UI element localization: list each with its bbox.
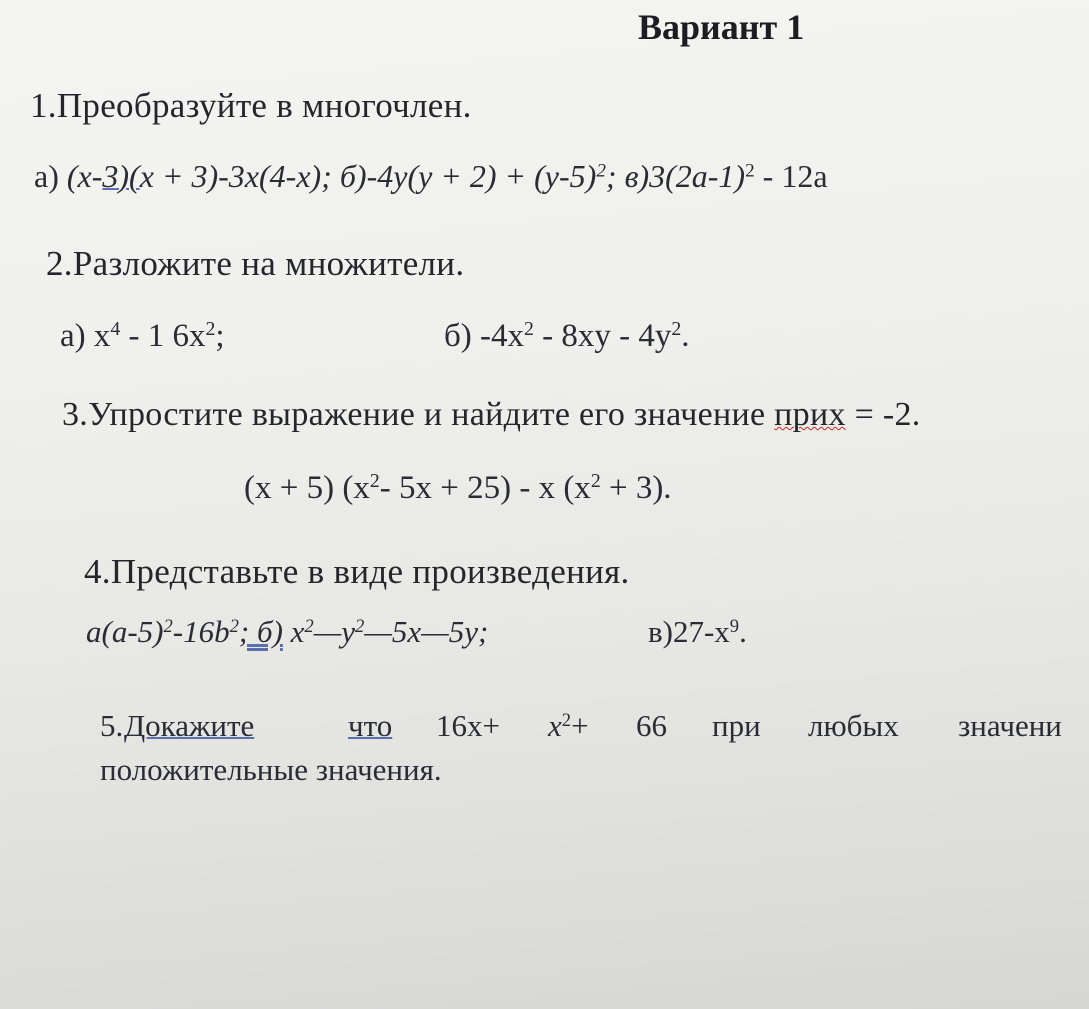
task-5-word-66: 66 bbox=[636, 708, 667, 743]
task-2-a: а) $x^4 - 1$ $6x^2$; bbox=[60, 318, 225, 354]
task-1-expressions: а) (x-3)(x + 3)-3x(4-x); $б)-4y(y + 2) + (y-5)^2$; $в)3(2a-1)^2 - 12a$ bbox=[34, 158, 828, 194]
task-1-heading: 1.Преобразуйте в многочлен. bbox=[30, 86, 472, 125]
task-5-word-x2: $x^2+$ bbox=[548, 708, 589, 743]
task-3-heading: 3.Упростите выражение и найдите его значение прих = -2. bbox=[62, 396, 921, 433]
task-5-word-lyubyh: любых bbox=[808, 708, 899, 743]
variant-title: Вариант 1 bbox=[638, 7, 805, 47]
task-5-word-pri: при bbox=[712, 708, 761, 743]
task-5-word-dokazhite: Докажите bbox=[124, 708, 255, 743]
task-5-word-chto: что bbox=[348, 708, 393, 743]
task-1-v-label: ; в)3(2a-1) bbox=[605, 158, 746, 194]
task-2-b: б) $-4x^2 - 8xy - 4y^2$. bbox=[444, 318, 690, 354]
task-4-v: $в)27-x^9$. bbox=[648, 614, 747, 649]
task-5-line-2: положительные значения. bbox=[100, 752, 442, 787]
task-5-word-znacheni: значени bbox=[958, 708, 1062, 743]
task-1-a-label: а) bbox=[34, 158, 59, 194]
task-1-a-expression: (x-3)(x + 3)-3x(4-x); $б)-4y(y + 2) + (y-5)^2$ bbox=[66, 158, 606, 194]
task-2-heading: 2.Разложите на множители. bbox=[46, 244, 465, 283]
task-3-expression: (x + 5) ($x^2-$ 5x + 25) - x $(x^2 + 3)$. bbox=[244, 470, 672, 506]
task-4-heading: 4.Представьте в виде произведения. bbox=[84, 552, 630, 591]
task-5-word-16x: 16x+ bbox=[436, 708, 500, 743]
task-1-v-tail: - 12a bbox=[754, 158, 828, 194]
task-4-a-b: $a(a-5)^2-16b^2$; б) $x^2—y^2—5x—5y$; bbox=[86, 614, 489, 649]
task-5-number: 5. bbox=[100, 708, 124, 743]
spellcheck-underlined-word: прих bbox=[774, 396, 846, 433]
